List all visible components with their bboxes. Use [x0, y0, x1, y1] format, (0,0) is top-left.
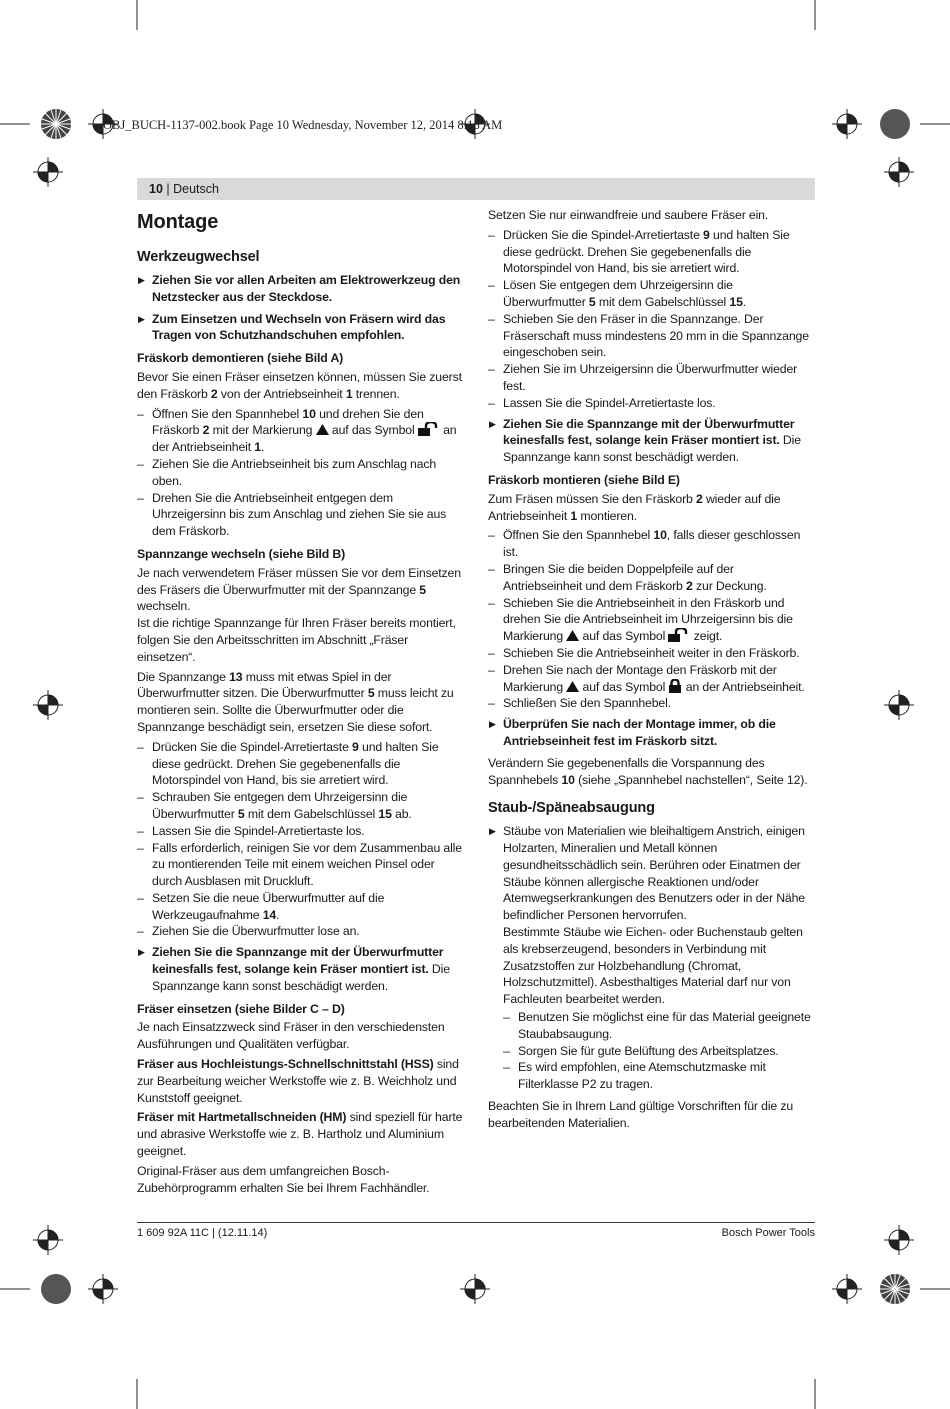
paragraph-die-spannzange: Die Spannzange 13 muss mit etwas Spiel in der Überwurfmutter sitzen. Die Überwurfmutter 5 muss leicht zu montieren sein. Sollte die Überwurfmutter oder die Spannzange beschädigt sein, ersetzen Sie diese sofort. — [137, 669, 454, 734]
unlocked-padlock-icon — [668, 628, 690, 642]
list-staub — [503, 1009, 815, 1093]
list-item: – Ziehen Sie die Überwurfmutter lose an. — [137, 923, 463, 940]
warning-netzstecker: ▶ Ziehen Sie vor allen Arbeiten am Elektrowerkzeug den Netzstecker aus der Steckdose. — [138, 273, 461, 304]
warning-handschuhe: ▶ Zum Einsetzen und Wechseln von Fräsern wird das Tragen von Schutzhandschuhen empfohlen. — [138, 311, 446, 343]
left-column — [137, 207, 463, 1199]
paragraph-original-fraeser: Original-Fräser aus dem umfangreichen Bosch-Zubehörprogramm erhalten Sie bei Ihrem Fachhändler. — [137, 1163, 430, 1195]
crosshair-left-lower — [33, 1225, 63, 1255]
rosette-bottom-left — [41, 1274, 71, 1304]
list-item: – Öffnen Sie den Spannhebel 10, falls dieser geschlossen ist. — [488, 527, 815, 561]
paragraph-hss: Fräser aus Hochleistungs-Schnellschnittstahl (HSS) sind zur Bearbeitung weicher Werkstoffe wie z. B. Weichholz und Kunststoff geeignet. — [137, 1057, 459, 1105]
triangle-bullet-icon: ▶ — [138, 947, 145, 958]
list-item: – Setzen Sie die neue Überwurfmutter auf die Werkzeugaufnahme 14. — [137, 890, 463, 924]
locked-padlock-icon — [668, 679, 682, 693]
crosshair-right-upper — [884, 157, 914, 187]
crosshair-bottom-center — [460, 1274, 490, 1304]
list-item: – Öffnen Sie den Spannhebel 10 und drehen Sie den Fräskorb 2 mit der Markierung auf das Symbol an der Antriebseinheit 1. — [137, 406, 463, 456]
header-language: Deutsch — [173, 182, 219, 196]
crosshair-left-middle — [33, 690, 63, 720]
crosshair-left-upper — [33, 157, 63, 187]
footer-rule — [137, 1222, 815, 1223]
section-title-montage: Montage — [137, 211, 219, 233]
list-item: – Lassen Sie die Spindel-Arretiertaste los. — [488, 395, 815, 412]
list-item: – Lassen Sie die Spindel-Arretiertaste los. — [137, 823, 463, 840]
footer-brand: Bosch Power Tools — [721, 1227, 815, 1239]
list-item: – Drücken Sie die Spindel-Arretiertaste 9 und halten Sie diese gedrückt. Drehen Sie gegebenenfalls die Motorspindel von Hand, bis sie arretiert wird. — [488, 227, 815, 277]
list-item: – Schrauben Sie entgegen dem Uhrzeigersinn die Überwurfmutter 5 mit dem Gabelschlüssel 15 ab. — [137, 789, 463, 823]
list-item: – Ziehen Sie im Uhrzeigersinn die Überwurfmutter wieder fest. — [488, 361, 815, 395]
list-item: – Lösen Sie entgegen dem Uhrzeigersinn die Überwurfmutter 5 mit dem Gabelschlüssel 15. — [488, 277, 815, 311]
list-item: – Schieben Sie die Antriebseinheit in den Fräskorb und drehen Sie die Antriebseinheit im Uhrzeigersinn bis die Markierung auf das Symbol zeigt. — [488, 595, 815, 645]
page-number: 10 — [149, 182, 163, 196]
paragraph-je-nach: Je nach verwendetem Fräser müssen Sie vor dem Einsetzen des Fräsers die Überwurfmutter mit der Spannzange 5 wechseln. — [137, 565, 461, 614]
list-spannzange — [137, 739, 463, 941]
heading-staubabsaugung: Staub-/Späneabsaugung — [488, 800, 655, 817]
paragraph-ist-die: Ist die richtige Spannzange für Ihren Fräser bereits montiert, folgen Sie den Arbeitsschritten im Abschnitt „Fräser einsetzen“. — [137, 616, 456, 664]
heading-fraeser-einsetzen: Fräser einsetzen (siehe Bilder C – D) — [137, 1001, 345, 1016]
rosette-top-left — [41, 109, 71, 139]
list-montieren — [488, 527, 815, 712]
heading-werkzeugwechsel: Werkzeugwechsel — [137, 249, 260, 265]
triangle-bullet-icon: ▶ — [489, 719, 496, 730]
right-column — [488, 207, 815, 1135]
page-header — [137, 178, 815, 200]
footer-doc-id: 1 609 92A 11C | (12.11.14) — [137, 1227, 268, 1239]
marker-triangle-icon — [566, 681, 579, 692]
marker-triangle-icon — [316, 424, 329, 435]
crosshair-bottom-right — [832, 1274, 862, 1304]
warning-spannzange: ▶ Ziehen Sie die Spannzange mit der Überwurfmutter keinesfalls fest, solange kein Fräser montiert ist. Die Spannzange kann sonst beschädigt werden. — [138, 945, 450, 993]
list-item: – Drehen Sie die Antriebseinheit entgegen dem Uhrzeigersinn bis zum Anschlag und ziehen Sie sie aus dem Fräskorb. — [137, 490, 463, 540]
unlocked-padlock-icon — [418, 422, 440, 436]
crosshair-bottom-left — [88, 1274, 118, 1304]
paragraph-setzen: Setzen Sie nur einwandfreie und saubere Fräser ein. — [488, 208, 769, 222]
print-slug: OBJ_BUCH-1137-002.book Page 10 Wednesday, November 12, 2014 8:16 AM — [103, 118, 503, 132]
triangle-bullet-icon: ▶ — [489, 418, 496, 429]
paragraph-einsatzzweck: Je nach Einsatzzweck sind Fräser in den verschiedensten Ausführungen und Qualitäten verfügbar. — [137, 1020, 445, 1052]
list-item: – Bringen Sie die beiden Doppelpfeile auf der Antriebseinheit und dem Fräskorb 2 zur Deckung. — [488, 561, 815, 595]
rosette-bottom-right — [880, 1274, 910, 1304]
list-item: – Schließen Sie den Spannhebel. — [488, 695, 815, 712]
list-item: – Es wird empfohlen, eine Atemschutzmaske mit Filterklasse P2 zu tragen. — [503, 1059, 815, 1093]
triangle-bullet-icon: ▶ — [489, 826, 496, 837]
list-item: – Ziehen Sie die Antriebseinheit bis zum Anschlag nach oben. — [137, 456, 463, 490]
triangle-bullet-icon: ▶ — [138, 275, 145, 285]
warning-staeube: ▶ Stäube von Materialien wie bleihaltigem Anstrich, einigen Holzarten, Mineralien und Metall können gesundheitsschädlich sein. Berühren oder Einatmen der Stäube können allergische Reaktionen und/oder Atemwegserkrankungen des Benutzers oder in der Nähe befindlicher Personen hervorrufen. Bestimmte Stäube wie Eichen- oder Buchenstaub gelten als krebserzeugend, besonders in Verbindung mit Zusatzstoffen zur Holzbehandlung (Chromat, Holzschutzmittel). Asbesthaltiges Material darf nur von Fachleuten bearbeitet werden. – Benutzen Sie möglichst eine für das Material geeignete Staubabsaugung. – Sorgen Sie für gute Belüftung des Arbeitsplatzes. – Es wird empfohlen, eine Atemschutzmaske mit Filterklasse P2 zu tragen. — [488, 823, 815, 1093]
triangle-bullet-icon: ▶ — [138, 313, 145, 324]
marker-triangle-icon — [566, 630, 579, 641]
header-separator: | — [166, 182, 170, 196]
list-einsetzen — [488, 227, 815, 412]
heading-fraeskorb-demontieren: Fräskorb demontieren (siehe Bild A) — [137, 351, 344, 366]
crosshair-right-lower — [884, 1225, 914, 1255]
paragraph-zum-fraesen: Zum Fräsen müssen Sie den Fräskorb 2 wieder auf die Antriebseinheit 1 montieren. — [488, 491, 781, 523]
rosette-top-right — [880, 109, 910, 139]
heading-spannzange-wechseln: Spannzange wechseln (siehe Bild B) — [137, 546, 346, 561]
crosshair-top-right — [832, 109, 862, 139]
paragraph-veraendern: Verändern Sie gegebenenfalls die Vorspannung des Spannhebels 10 (siehe „Spannhebel nachstellen“, Seite 12). — [488, 755, 808, 787]
list-item: – Falls erforderlich, reinigen Sie vor dem Zusammenbau alle zu montierenden Teile mit einem weichen Pinsel oder durch Ausblasen mit Druckluft. — [137, 840, 463, 890]
paragraph-bevor: Bevor Sie einen Fräser einsetzen können, müssen Sie zuerst den Fräskorb 2 von der Antriebseinheit 1 trennen. — [137, 369, 462, 401]
list-item: – Schieben Sie den Fräser in die Spannzange. Der Fräserschaft muss mindestens 20 mm in die Spannzange eingeschoben sein. — [488, 311, 815, 361]
warning-spannzange-2: ▶ Ziehen Sie die Spannzange mit der Überwurfmutter keinesfalls fest, solange kein Fräser montiert ist. Die Spannzange kann sonst beschädigt werden. — [489, 416, 801, 465]
list-item: – Schieben Sie die Antriebseinheit weiter in den Fräskorb. — [488, 645, 815, 662]
heading-fraeskorb-montieren: Fräskorb montieren (siehe Bild E) — [488, 472, 680, 487]
paragraph-beachten: Beachten Sie in Ihrem Land gültige Vorschriften für die zu bearbeitenden Materialien. — [488, 1099, 794, 1130]
list-item: – Benutzen Sie möglichst eine für das Material geeignete Staubabsaugung. — [503, 1009, 815, 1043]
list-item: – Sorgen Sie für gute Belüftung des Arbeitsplatzes. — [503, 1043, 815, 1060]
list-demontieren — [137, 406, 463, 540]
warning-montage-pruefen: ▶ Überprüfen Sie nach der Montage immer, ob die Antriebseinheit fest im Fräskorb sitzt. — [489, 717, 776, 748]
list-item: – Drehen Sie nach der Montage den Fräskorb mit der Markierung auf das Symbol an der Antriebseinheit. — [488, 662, 815, 696]
list-item: – Drücken Sie die Spindel-Arretiertaste 9 und halten Sie diese gedrückt. Drehen Sie gegebenenfalls die Motorspindel von Hand, bis sie arretiert wird. — [137, 739, 463, 789]
paragraph-hm: Fräser mit Hartmetallschneiden (HM) sind speziell für harte und abrasive Werkstoffe wie z. B. Hartholz und Aluminium geeignet. — [137, 1110, 463, 1159]
crosshair-right-middle — [884, 690, 914, 720]
